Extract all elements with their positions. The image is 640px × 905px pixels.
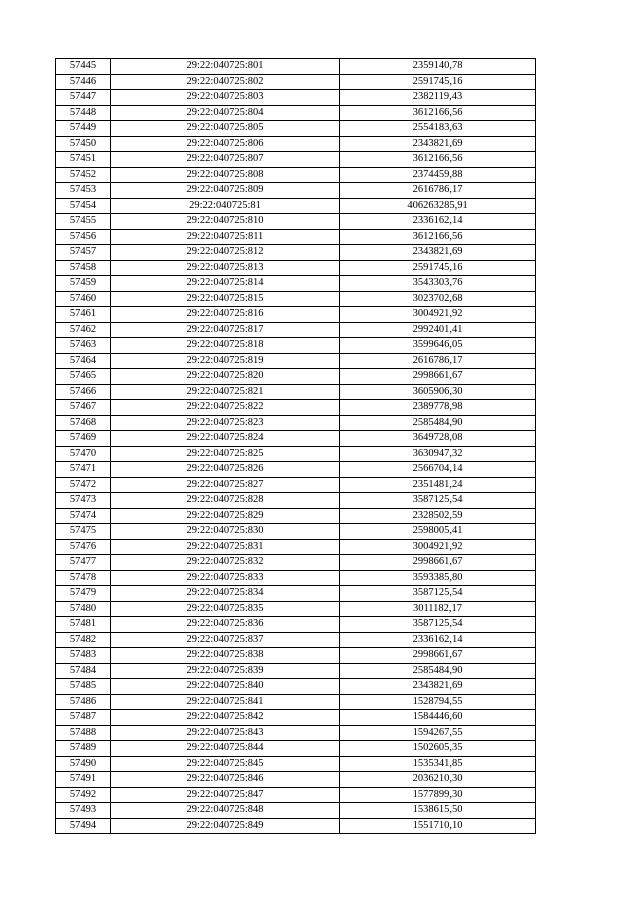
row-number-cell: 57486 bbox=[56, 694, 111, 710]
table-row bbox=[56, 570, 536, 586]
cadastral-value-cell: 2616786,17 bbox=[340, 183, 536, 199]
cadastral-number-cell: 29:22:040725:831 bbox=[111, 539, 340, 555]
table-row bbox=[56, 787, 536, 803]
row-number-cell: 57478 bbox=[56, 570, 111, 586]
row-number-cell: 57488 bbox=[56, 725, 111, 741]
cadastral-number-cell: 29:22:040725:801 bbox=[111, 59, 340, 75]
table-row bbox=[56, 555, 536, 571]
table-row bbox=[56, 90, 536, 106]
cadastral-number-cell: 29:22:040725:836 bbox=[111, 617, 340, 633]
cadastral-number-cell: 29:22:040725:807 bbox=[111, 152, 340, 168]
cadastral-number-cell: 29:22:040725:806 bbox=[111, 136, 340, 152]
cadastral-number-cell: 29:22:040725:828 bbox=[111, 493, 340, 509]
table-row bbox=[56, 617, 536, 633]
row-number-cell: 57469 bbox=[56, 431, 111, 447]
row-number-cell: 57464 bbox=[56, 353, 111, 369]
cadastral-value-cell: 3543303,76 bbox=[340, 276, 536, 292]
cadastral-value-cell: 3630947,32 bbox=[340, 446, 536, 462]
table-row bbox=[56, 353, 536, 369]
cadastral-value-table bbox=[55, 58, 536, 834]
row-number-cell: 57456 bbox=[56, 229, 111, 245]
cadastral-number-cell: 29:22:040725:845 bbox=[111, 756, 340, 772]
cadastral-value-cell: 3612166,56 bbox=[340, 229, 536, 245]
cadastral-value-cell: 3587125,54 bbox=[340, 617, 536, 633]
cadastral-number-cell: 29:22:040725:843 bbox=[111, 725, 340, 741]
cadastral-number-cell: 29:22:040725:838 bbox=[111, 648, 340, 664]
table-row bbox=[56, 524, 536, 540]
table-row bbox=[56, 167, 536, 183]
cadastral-number-cell: 29:22:040725:813 bbox=[111, 260, 340, 276]
row-number-cell: 57491 bbox=[56, 772, 111, 788]
row-number-cell: 57489 bbox=[56, 741, 111, 757]
row-number-cell: 57474 bbox=[56, 508, 111, 524]
table-row bbox=[56, 694, 536, 710]
row-number-cell: 57480 bbox=[56, 601, 111, 617]
cadastral-value-cell: 2998661,67 bbox=[340, 555, 536, 571]
table-row bbox=[56, 260, 536, 276]
cadastral-number-cell: 29:22:040725:834 bbox=[111, 586, 340, 602]
cadastral-number-cell: 29:22:040725:829 bbox=[111, 508, 340, 524]
table-row bbox=[56, 121, 536, 137]
cadastral-value-cell: 3593385,80 bbox=[340, 570, 536, 586]
table-row bbox=[56, 229, 536, 245]
cadastral-number-cell: 29:22:040725:841 bbox=[111, 694, 340, 710]
cadastral-number-cell: 29:22:040725:811 bbox=[111, 229, 340, 245]
cadastral-value-cell: 1551710,10 bbox=[340, 818, 536, 834]
cadastral-number-cell: 29:22:040725:812 bbox=[111, 245, 340, 261]
cadastral-number-cell: 29:22:040725:832 bbox=[111, 555, 340, 571]
row-number-cell: 57452 bbox=[56, 167, 111, 183]
cadastral-value-cell: 2591745,16 bbox=[340, 260, 536, 276]
cadastral-value-cell: 3023702,68 bbox=[340, 291, 536, 307]
table-row bbox=[56, 741, 536, 757]
table-row bbox=[56, 307, 536, 323]
table-row bbox=[56, 508, 536, 524]
cadastral-value-cell: 3649728,08 bbox=[340, 431, 536, 447]
table-row bbox=[56, 710, 536, 726]
row-number-cell: 57467 bbox=[56, 400, 111, 416]
table-row bbox=[56, 462, 536, 478]
cadastral-value-cell: 2566704,14 bbox=[340, 462, 536, 478]
table-row bbox=[56, 136, 536, 152]
row-number-cell: 57447 bbox=[56, 90, 111, 106]
cadastral-number-cell: 29:22:040725:815 bbox=[111, 291, 340, 307]
table-row bbox=[56, 152, 536, 168]
cadastral-number-cell: 29:22:040725:819 bbox=[111, 353, 340, 369]
cadastral-value-cell: 2359140,78 bbox=[340, 59, 536, 75]
row-number-cell: 57458 bbox=[56, 260, 111, 276]
cadastral-value-cell: 2343821,69 bbox=[340, 679, 536, 695]
row-number-cell: 57461 bbox=[56, 307, 111, 323]
table-row bbox=[56, 679, 536, 695]
row-number-cell: 57445 bbox=[56, 59, 111, 75]
row-number-cell: 57472 bbox=[56, 477, 111, 493]
row-number-cell: 57483 bbox=[56, 648, 111, 664]
cadastral-value-cell: 1502605,35 bbox=[340, 741, 536, 757]
cadastral-number-cell: 29:22:040725:817 bbox=[111, 322, 340, 338]
table-row bbox=[56, 291, 536, 307]
table-row bbox=[56, 477, 536, 493]
row-number-cell: 57453 bbox=[56, 183, 111, 199]
row-number-cell: 57455 bbox=[56, 214, 111, 230]
cadastral-number-cell: 29:22:040725:805 bbox=[111, 121, 340, 137]
table-row bbox=[56, 586, 536, 602]
table-row bbox=[56, 446, 536, 462]
row-number-cell: 57493 bbox=[56, 803, 111, 819]
table-row bbox=[56, 818, 536, 834]
table-row bbox=[56, 276, 536, 292]
row-number-cell: 57468 bbox=[56, 415, 111, 431]
cadastral-value-cell: 3004921,92 bbox=[340, 307, 536, 323]
cadastral-number-cell: 29:22:040725:802 bbox=[111, 74, 340, 90]
row-number-cell: 57492 bbox=[56, 787, 111, 803]
row-number-cell: 57446 bbox=[56, 74, 111, 90]
cadastral-number-cell: 29:22:040725:803 bbox=[111, 90, 340, 106]
table-row bbox=[56, 183, 536, 199]
row-number-cell: 57470 bbox=[56, 446, 111, 462]
table-row bbox=[56, 384, 536, 400]
row-number-cell: 57490 bbox=[56, 756, 111, 772]
cadastral-number-cell: 29:22:040725:820 bbox=[111, 369, 340, 385]
row-number-cell: 57471 bbox=[56, 462, 111, 478]
cadastral-number-cell: 29:22:040725:837 bbox=[111, 632, 340, 648]
row-number-cell: 57465 bbox=[56, 369, 111, 385]
table-row bbox=[56, 539, 536, 555]
cadastral-value-cell: 3011182,17 bbox=[340, 601, 536, 617]
cadastral-number-cell: 29:22:040725:825 bbox=[111, 446, 340, 462]
table-row bbox=[56, 493, 536, 509]
cadastral-number-cell: 29:22:040725:81 bbox=[111, 198, 340, 214]
cadastral-value-cell: 2336162,14 bbox=[340, 632, 536, 648]
cadastral-value-cell: 3587125,54 bbox=[340, 493, 536, 509]
row-number-cell: 57481 bbox=[56, 617, 111, 633]
table-row bbox=[56, 59, 536, 75]
row-number-cell: 57484 bbox=[56, 663, 111, 679]
table-row bbox=[56, 725, 536, 741]
row-number-cell: 57477 bbox=[56, 555, 111, 571]
row-number-cell: 57460 bbox=[56, 291, 111, 307]
cadastral-number-cell: 29:22:040725:810 bbox=[111, 214, 340, 230]
cadastral-value-cell: 2343821,69 bbox=[340, 245, 536, 261]
cadastral-value-cell: 1594267,55 bbox=[340, 725, 536, 741]
row-number-cell: 57494 bbox=[56, 818, 111, 834]
row-number-cell: 57487 bbox=[56, 710, 111, 726]
cadastral-value-cell: 3612166,56 bbox=[340, 152, 536, 168]
row-number-cell: 57451 bbox=[56, 152, 111, 168]
row-number-cell: 57475 bbox=[56, 524, 111, 540]
cadastral-number-cell: 29:22:040725:849 bbox=[111, 818, 340, 834]
cadastral-number-cell: 29:22:040725:824 bbox=[111, 431, 340, 447]
table-row bbox=[56, 601, 536, 617]
row-number-cell: 57457 bbox=[56, 245, 111, 261]
cadastral-value-cell: 3605906,30 bbox=[340, 384, 536, 400]
row-number-cell: 57482 bbox=[56, 632, 111, 648]
table-row bbox=[56, 198, 536, 214]
row-number-cell: 57479 bbox=[56, 586, 111, 602]
cadastral-value-cell: 1538615,50 bbox=[340, 803, 536, 819]
cadastral-number-cell: 29:22:040725:826 bbox=[111, 462, 340, 478]
cadastral-value-cell: 2585484,90 bbox=[340, 663, 536, 679]
cadastral-number-cell: 29:22:040725:848 bbox=[111, 803, 340, 819]
table-row bbox=[56, 648, 536, 664]
cadastral-value-cell: 3004921,92 bbox=[340, 539, 536, 555]
cadastral-number-cell: 29:22:040725:844 bbox=[111, 741, 340, 757]
cadastral-value-cell: 2389778,98 bbox=[340, 400, 536, 416]
row-number-cell: 57459 bbox=[56, 276, 111, 292]
cadastral-value-cell: 2336162,14 bbox=[340, 214, 536, 230]
cadastral-number-cell: 29:22:040725:839 bbox=[111, 663, 340, 679]
table-row bbox=[56, 245, 536, 261]
row-number-cell: 57463 bbox=[56, 338, 111, 354]
table-row bbox=[56, 105, 536, 121]
cadastral-number-cell: 29:22:040725:827 bbox=[111, 477, 340, 493]
cadastral-value-cell: 2585484,90 bbox=[340, 415, 536, 431]
table-row bbox=[56, 632, 536, 648]
row-number-cell: 57462 bbox=[56, 322, 111, 338]
table-row bbox=[56, 431, 536, 447]
row-number-cell: 57454 bbox=[56, 198, 111, 214]
cadastral-number-cell: 29:22:040725:818 bbox=[111, 338, 340, 354]
cadastral-number-cell: 29:22:040725:816 bbox=[111, 307, 340, 323]
row-number-cell: 57448 bbox=[56, 105, 111, 121]
cadastral-value-cell: 2992401,41 bbox=[340, 322, 536, 338]
cadastral-number-cell: 29:22:040725:846 bbox=[111, 772, 340, 788]
cadastral-number-cell: 29:22:040725:842 bbox=[111, 710, 340, 726]
table-row bbox=[56, 803, 536, 819]
row-number-cell: 57466 bbox=[56, 384, 111, 400]
row-number-cell: 57485 bbox=[56, 679, 111, 695]
cadastral-value-cell: 1577899,30 bbox=[340, 787, 536, 803]
cadastral-value-cell: 2598005,41 bbox=[340, 524, 536, 540]
table-row bbox=[56, 400, 536, 416]
cadastral-value-cell: 2328502,59 bbox=[340, 508, 536, 524]
table-row bbox=[56, 369, 536, 385]
cadastral-number-cell: 29:22:040725:814 bbox=[111, 276, 340, 292]
cadastral-value-cell: 2036210,30 bbox=[340, 772, 536, 788]
table-row bbox=[56, 322, 536, 338]
table-body bbox=[56, 59, 536, 834]
cadastral-number-cell: 29:22:040725:830 bbox=[111, 524, 340, 540]
row-number-cell: 57473 bbox=[56, 493, 111, 509]
cadastral-number-cell: 29:22:040725:823 bbox=[111, 415, 340, 431]
cadastral-number-cell: 29:22:040725:833 bbox=[111, 570, 340, 586]
row-number-cell: 57450 bbox=[56, 136, 111, 152]
table-row bbox=[56, 338, 536, 354]
cadastral-value-cell: 1535341,85 bbox=[340, 756, 536, 772]
table-row bbox=[56, 756, 536, 772]
cadastral-number-cell: 29:22:040725:835 bbox=[111, 601, 340, 617]
cadastral-value-cell: 2382119,43 bbox=[340, 90, 536, 106]
cadastral-value-cell: 3612166,56 bbox=[340, 105, 536, 121]
cadastral-value-cell: 406263285,91 bbox=[340, 198, 536, 214]
cadastral-value-cell: 1528794,55 bbox=[340, 694, 536, 710]
cadastral-value-cell: 2591745,16 bbox=[340, 74, 536, 90]
cadastral-number-cell: 29:22:040725:821 bbox=[111, 384, 340, 400]
cadastral-value-cell: 2374459,88 bbox=[340, 167, 536, 183]
row-number-cell: 57449 bbox=[56, 121, 111, 137]
cadastral-value-cell: 2616786,17 bbox=[340, 353, 536, 369]
row-number-cell: 57476 bbox=[56, 539, 111, 555]
cadastral-number-cell: 29:22:040725:847 bbox=[111, 787, 340, 803]
cadastral-value-cell: 1584446,60 bbox=[340, 710, 536, 726]
table-row bbox=[56, 415, 536, 431]
cadastral-value-cell: 2998661,67 bbox=[340, 369, 536, 385]
cadastral-value-cell: 3587125,54 bbox=[340, 586, 536, 602]
cadastral-value-cell: 2343821,69 bbox=[340, 136, 536, 152]
cadastral-value-cell: 2998661,67 bbox=[340, 648, 536, 664]
cadastral-number-cell: 29:22:040725:809 bbox=[111, 183, 340, 199]
cadastral-number-cell: 29:22:040725:804 bbox=[111, 105, 340, 121]
table-row bbox=[56, 74, 536, 90]
cadastral-number-cell: 29:22:040725:808 bbox=[111, 167, 340, 183]
cadastral-number-cell: 29:22:040725:840 bbox=[111, 679, 340, 695]
table-row bbox=[56, 663, 536, 679]
cadastral-value-cell: 2351481,24 bbox=[340, 477, 536, 493]
table-row bbox=[56, 214, 536, 230]
cadastral-number-cell: 29:22:040725:822 bbox=[111, 400, 340, 416]
table-row bbox=[56, 772, 536, 788]
cadastral-value-cell: 3599646,05 bbox=[340, 338, 536, 354]
cadastral-value-cell: 2554183,63 bbox=[340, 121, 536, 137]
